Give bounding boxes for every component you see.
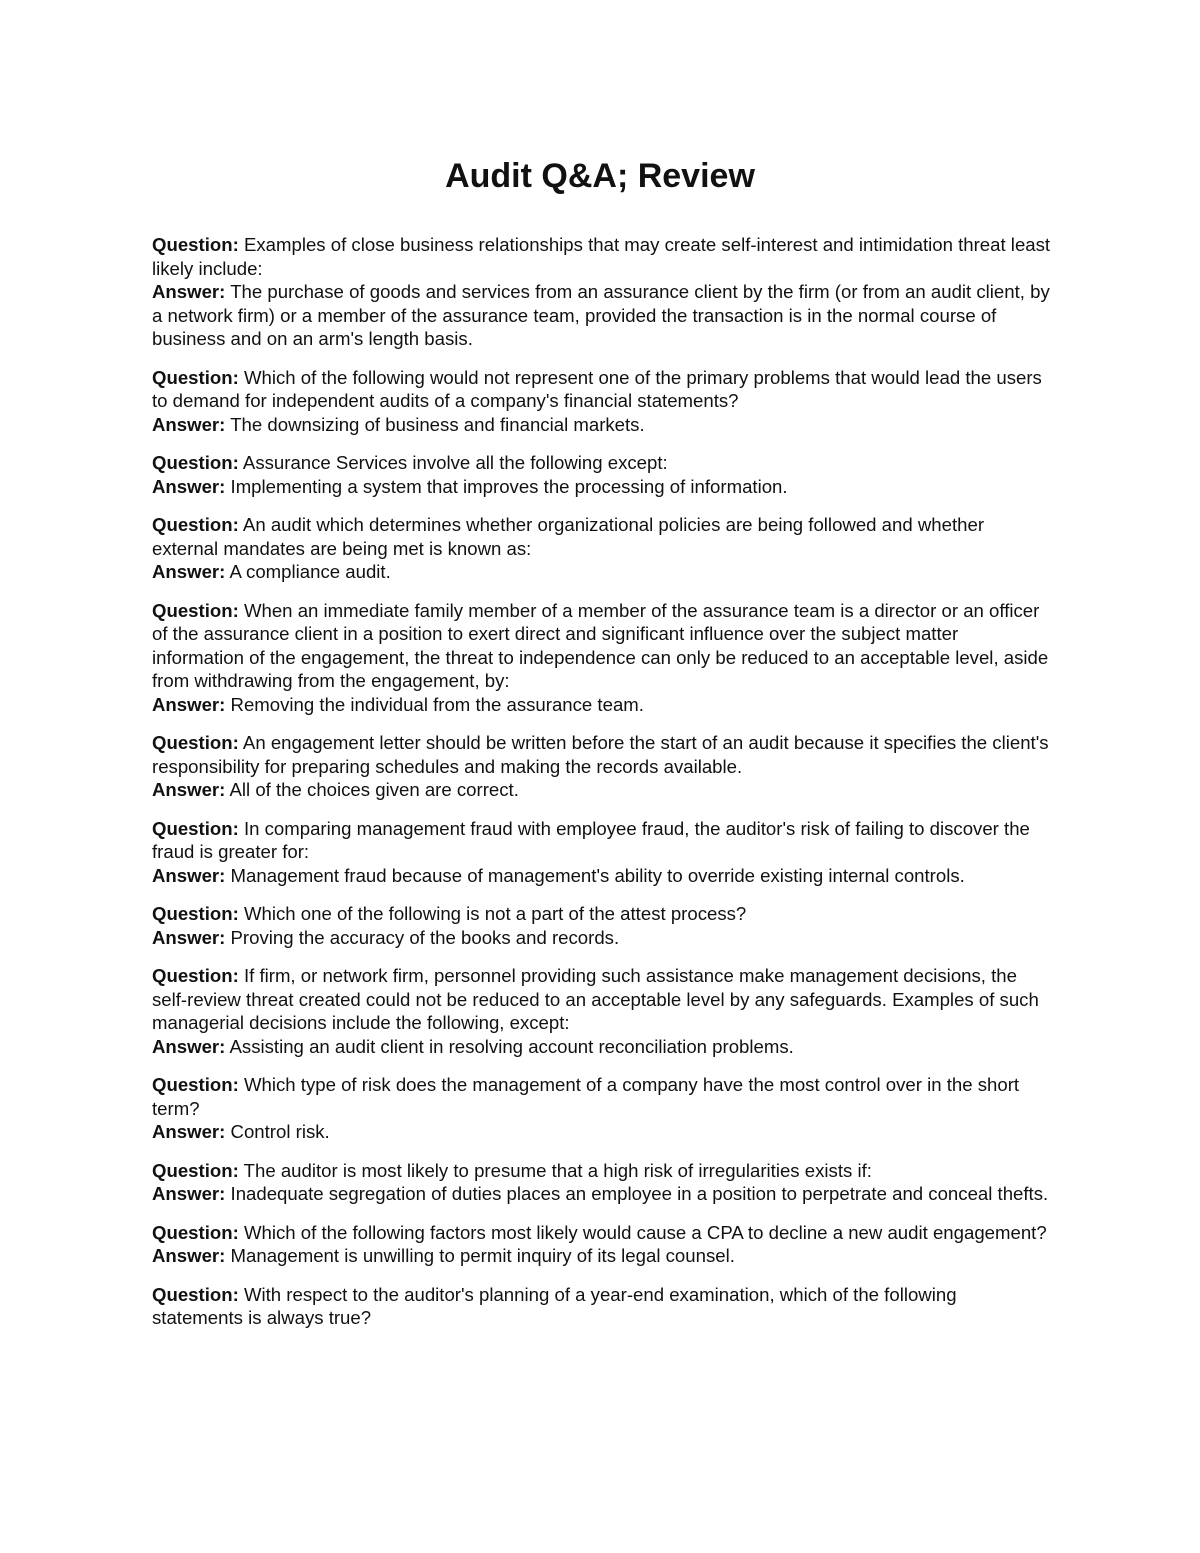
question-label: Question: [152,903,239,924]
answer [152,560,1052,584]
question-text: If firm, or network firm, personnel providing such assistance make management decisions, the self-review threat created could not be reduced to an acceptable level by any safeguards. Examples of such managerial decisions include the following, except: [152,965,1039,1033]
answer [152,475,1052,499]
qa-item [152,817,1052,888]
answer [152,778,1052,802]
question [152,1221,1052,1245]
qa-list [152,233,1052,1345]
question-text: Assurance Services involve all the following except: [242,452,668,473]
question-text: With respect to the auditor's planning of a year-end examination, which of the following statements is always true? [152,1283,957,1328]
answer [152,280,1052,351]
question-label: Question: [152,514,239,535]
answer [152,1244,1052,1268]
question-text: An engagement letter should be written before the start of an audit because it specifies the client's responsibility for preparing schedules and making the records available. [152,732,1049,777]
answer-text: Inadequate segregation of duties places an employee in a position to perpetrate and conceal thefts. [230,1183,1049,1204]
question [152,599,1052,693]
question [152,1283,1052,1330]
question [152,233,1052,280]
qa-item [152,902,1052,949]
answer-label: Answer: [152,561,226,582]
qa-item [152,451,1052,498]
answer-text: Management is unwilling to permit inquiry of its legal counsel. [230,1245,735,1266]
answer [152,693,1052,717]
question-label: Question: [152,1221,239,1243]
qa-item [152,1159,1052,1206]
qa-item [152,964,1052,1058]
answer-label: Answer: [152,693,226,715]
question-label: Question: [152,817,239,839]
answer-label: Answer: [152,475,226,497]
question-label: Question: [152,1283,239,1305]
answer-text: Control risk. [230,1121,330,1142]
qa-item [152,599,1052,717]
answer-text: The purchase of goods and services from an assurance client by the firm (or from an audit client, by a network firm) or a member of the assurance team, provided the transaction is in the normal course of business and on an arm's length basis. [152,281,1050,349]
answer-label: Answer: [152,1245,226,1266]
answer [152,1035,1052,1059]
answer [152,926,1052,950]
answer [152,413,1052,437]
qa-item [152,731,1052,802]
question-label: Question: [152,234,239,255]
question [152,366,1052,413]
answer-label: Answer: [152,1183,226,1204]
answer-label: Answer: [152,1035,226,1057]
qa-item [152,1073,1052,1144]
answer-text: Assisting an audit client in resolving account reconciliation problems. [229,1035,794,1057]
question-label: Question: [152,965,239,986]
answer-text: All of the choices given are correct. [229,779,519,800]
qa-item [152,1221,1052,1268]
question [152,1159,1052,1183]
question-label: Question: [152,1159,239,1181]
question-label: Question: [152,452,239,473]
question-label: Question: [152,366,239,388]
question-text: Which of the following factors most likely would cause a CPA to decline a new audit engagement? [243,1221,1047,1243]
question [152,902,1052,926]
answer [152,1120,1052,1144]
question-text: Which type of risk does the management of a company have the most control over in the short term? [152,1074,1020,1119]
answer-text: A compliance audit. [229,561,391,582]
question [152,1073,1052,1120]
answer-label: Answer: [152,926,226,948]
answer-text: The downsizing of business and financial markets. [230,413,645,435]
qa-item [152,366,1052,437]
question [152,731,1052,778]
question-text: When an immediate family member of a member of the assurance team is a director or an officer of the assurance client in a position to exert direct and significant influence over the subject matter information of the engagement, the threat to independence can only be reduced to an acceptable level, aside from withdrawing from the engagement, by: [152,599,1049,691]
answer-label: Answer: [152,864,226,886]
question [152,964,1052,1035]
answer-label: Answer: [152,1121,226,1142]
answer [152,1182,1052,1206]
qa-item [152,233,1052,351]
question-text: In comparing management fraud with employee fraud, the auditor's risk of failing to discover the fraud is greater for: [152,817,1030,862]
question-label: Question: [152,599,239,621]
question-label: Question: [152,1074,239,1095]
answer-text: Management fraud because of management's ability to override existing internal controls. [230,864,965,886]
answer-text: Proving the accuracy of the books and records. [230,926,620,948]
page-title: Audit Q&A; Review [445,157,755,195]
answer-text: Implementing a system that improves the processing of information. [230,475,788,497]
question-text: Which of the following would not represent one of the primary problems that would lead the users to demand for independent audits of a company's financial statements? [152,366,1042,411]
answer-label: Answer: [152,779,226,800]
qa-item [152,1283,1052,1330]
answer-label: Answer: [152,413,226,435]
question-text: The auditor is most likely to presume that a high risk of irregularities exists if: [243,1159,872,1181]
question [152,451,1052,475]
answer-label: Answer: [152,281,226,302]
question-label: Question: [152,732,239,753]
question [152,817,1052,864]
question [152,513,1052,560]
answer [152,864,1052,888]
answer-text: Removing the individual from the assurance team. [230,693,644,715]
qa-item [152,513,1052,584]
question-text: Examples of close business relationships that may create self-interest and intimidation threat least likely include: [152,234,1051,279]
question-text: An audit which determines whether organizational policies are being followed and whether external mandates are being met is known as: [152,514,985,559]
question-text: Which one of the following is not a part of the attest process? [243,903,747,924]
